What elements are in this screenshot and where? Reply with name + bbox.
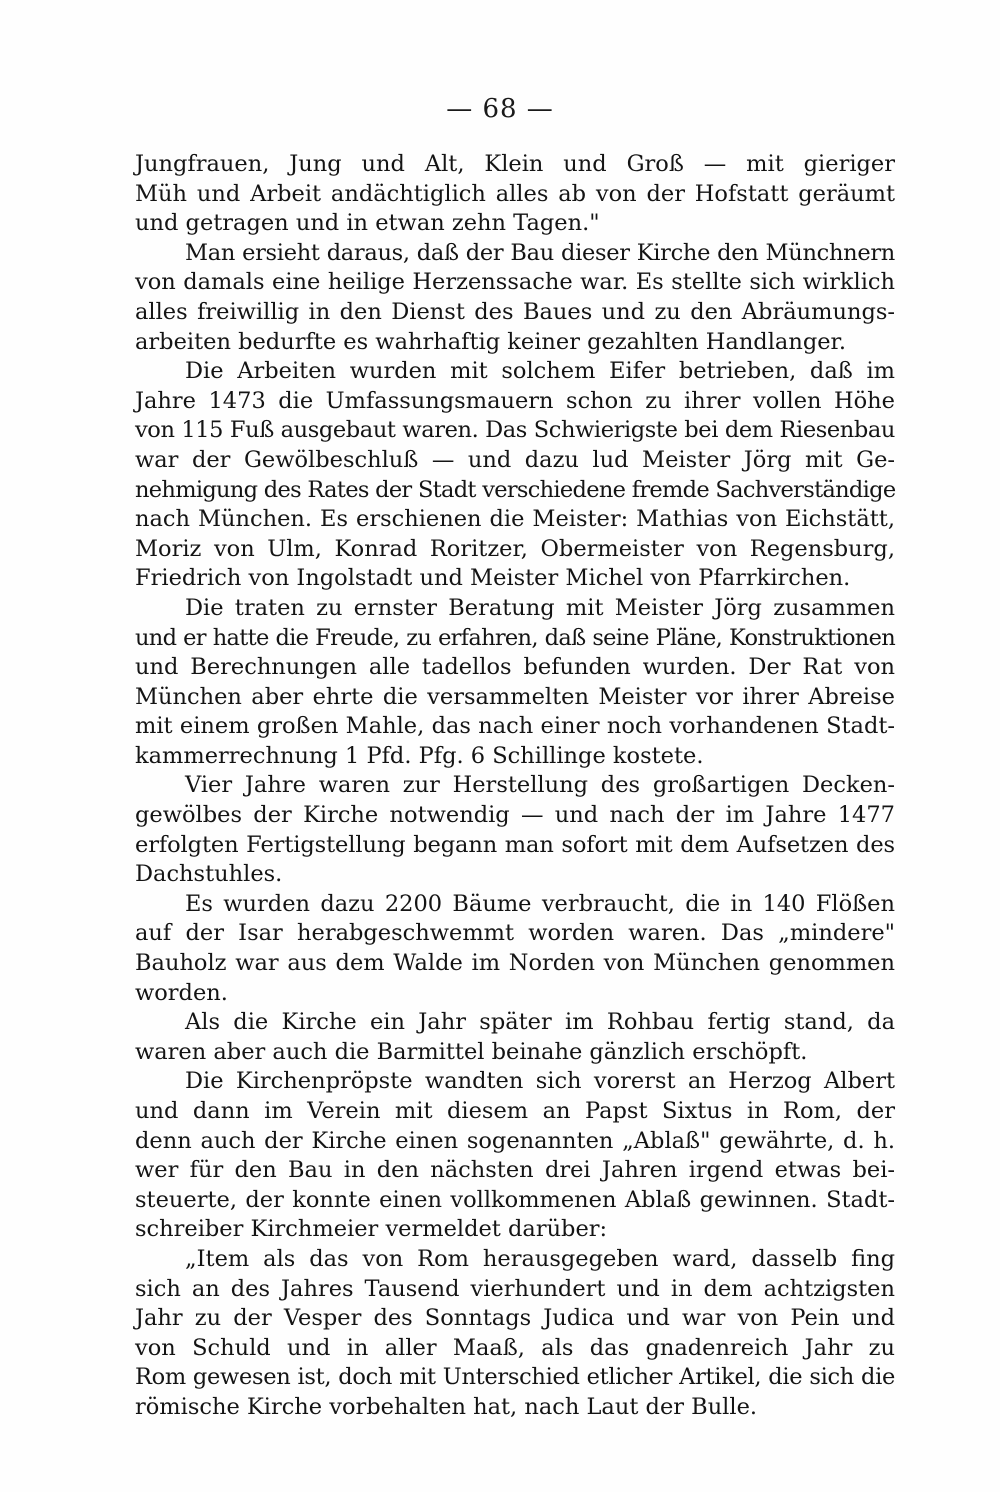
text-line: schreiber Kirchmeier vermeldet darüber: (135, 1216, 608, 1243)
text-line: Es wurden dazu 2200 Bäume verbraucht, die in 140 Flößen (185, 890, 895, 917)
text-line: wer für den Bau in den nächsten drei Jahren irgend etwas bei- (135, 1157, 895, 1184)
text-line: Als die Kirche ein Jahr später im Rohbau fertig stand, da (185, 1009, 895, 1036)
text-line: waren aber auch die Barmittel beinahe gänzlich erschöpft. (135, 1038, 808, 1065)
text-line: und Berechnungen alle tadellos befunden wurden. Der Rat von (135, 654, 895, 681)
text-line: Die traten zu ernster Beratung mit Meister Jörg zusammen (185, 594, 895, 621)
text-line: alles freiwillig in den Dienst des Baues und zu den Abräumungs- (135, 298, 895, 325)
text-line: steuerte, der konnte einen vollkommenen Ablaß gewinnen. Stadt- (135, 1186, 895, 1213)
text-line: von Schuld und in aller Maaß, als das gnadenreich Jahr zu (135, 1334, 895, 1361)
text-line: München aber ehrte die versammelten Meister vor ihrer Abreise (135, 683, 895, 710)
text-line: erfolgten Fertigstellung begann man sofort mit dem Aufsetzen des (135, 831, 895, 858)
text-line: und getragen und in etwan zehn Tagen." (135, 210, 600, 237)
text-line: Jahre 1473 die Umfassungsmauern schon zu ihrer vollen Höhe (135, 387, 895, 414)
text-line: Friedrich von Ingolstadt und Meister Michel von Pfarrkirchen. (135, 565, 851, 592)
text-line: mit einem großen Mahle, das nach einer noch vorhandenen Stadt- (135, 713, 895, 740)
text-line: sich an des Jahres Tausend vierhundert und in dem achtzigsten (135, 1275, 895, 1302)
text-line: arbeiten bedurfte es wahrhaftig keiner gezahlten Handlanger. (135, 328, 846, 355)
text-line: Die Kirchenpröpste wandten sich vorerst an Herzog Albert (185, 1068, 895, 1095)
text-line: Bauholz war aus dem Walde im Norden von München genommen (135, 950, 895, 977)
text-line: Rom gewesen ist, doch mit Unterschied etlicher Artikel, die sich die (135, 1364, 895, 1391)
text-line: kammerrechnung 1 Pfd. Pfg. 6 Schillinge kostete. (135, 742, 704, 769)
text-line: römische Kirche vorbehalten hat, nach Laut der Bulle. (135, 1393, 758, 1420)
text-line: von 115 Fuß ausgebaut waren. Das Schwierigste bei dem Riesenbau (135, 417, 895, 444)
text-line: war der Gewölbeschluß — und dazu lud Meister Jörg mit Ge- (135, 446, 895, 473)
text-line: denn auch der Kirche einen sogenannten „Ablaß" gewährte, d. h. (135, 1127, 895, 1154)
text-line: Man ersieht daraus, daß der Bau dieser Kirche den Münchnern (185, 239, 895, 266)
text-line: auf der Isar herabgeschwemmt worden waren. Das „mindere" (135, 920, 895, 947)
text-line: nach München. Es erschienen die Meister: Mathias von Eichstätt, (135, 506, 895, 533)
text-line: Jahr zu der Vesper des Sonntags Judica und war von Pein und (135, 1305, 895, 1332)
text-line: von damals eine heilige Herzenssache war. Es stellte sich wirklich (135, 269, 895, 296)
text-line: nehmigung des Rates der Stadt verschiedene fremde Sachverständige (135, 476, 896, 503)
text-line: Müh und Arbeit andächtiglich alles ab von der Hofstatt geräumt (135, 180, 895, 207)
text-line: gewölbes der Kirche notwendig — und nach der im Jahre 1477 (135, 802, 895, 829)
text-line: „Item als das von Rom herausgegeben ward, dasselb fing (185, 1245, 895, 1272)
page-number: — 68 — (446, 94, 554, 124)
text-line: und dann im Verein mit diesem an Papst Sixtus in Rom, der (135, 1098, 895, 1124)
text-line: Vier Jahre waren zur Herstellung des großartigen Decken- (185, 772, 895, 799)
body-text (135, 150, 895, 1423)
text-line: Moriz von Ulm, Konrad Roritzer, Obermeister von Regensburg, (135, 535, 895, 562)
text-line: Dachstuhles. (135, 861, 283, 888)
text-line: und er hatte die Freude, zu erfahren, daß seine Pläne, Konstruktionen (135, 624, 895, 651)
text-line: worden. (135, 979, 228, 1006)
text-line: Die Arbeiten wurden mit solchem Eifer betrieben, daß im (185, 358, 895, 385)
text-line: Jungfrauen, Jung und Alt, Klein und Groß — mit gieriger (135, 151, 895, 177)
